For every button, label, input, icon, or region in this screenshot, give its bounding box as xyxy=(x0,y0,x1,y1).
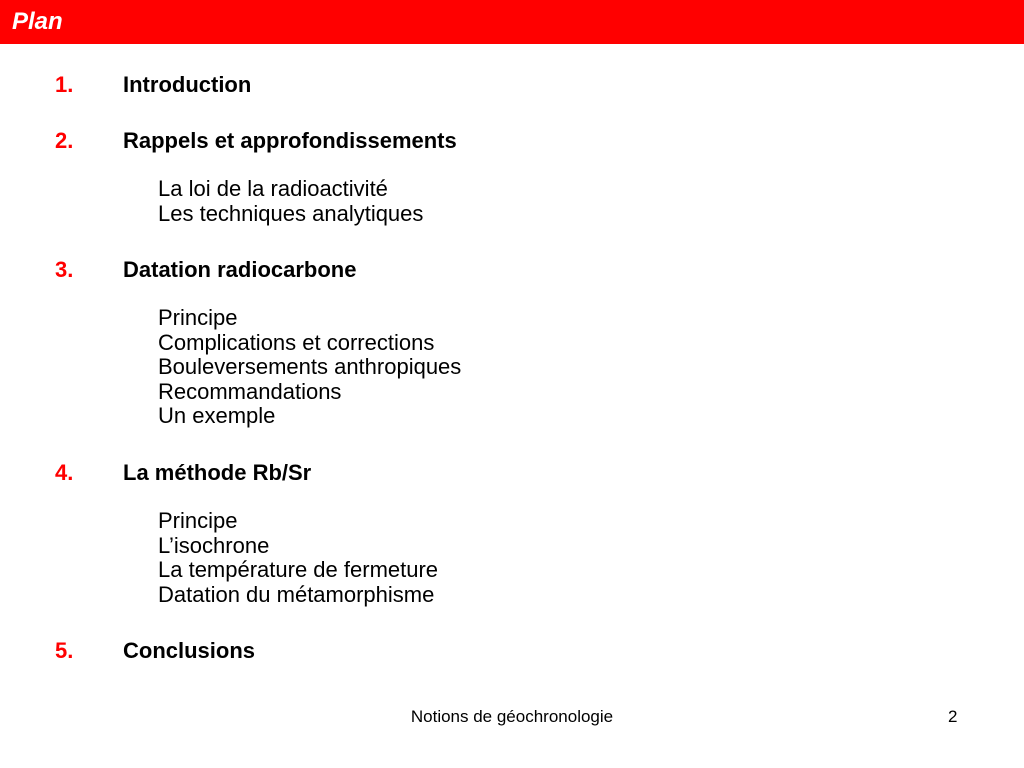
list-item: Principe xyxy=(158,305,238,330)
section-number: 3. xyxy=(55,257,74,282)
list-item: L’isochrone xyxy=(158,532,270,558)
list-item: Datation du métamorphisme xyxy=(158,581,435,607)
section-title: Introduction xyxy=(123,72,252,97)
title-bar xyxy=(0,0,1024,44)
slide-title: Plan xyxy=(12,8,63,35)
radiocarbone-subitems xyxy=(158,306,461,429)
list-item: Complications et corrections xyxy=(158,329,435,355)
list-item: La loi de la radioactivité xyxy=(158,176,388,201)
section-number: 4. xyxy=(55,460,74,485)
section-title: La méthode Rb/Sr xyxy=(123,460,312,485)
list-item: Recommandations xyxy=(158,378,342,404)
section-title: Rappels et approfondissements xyxy=(123,128,457,153)
section-title: Conclusions xyxy=(123,638,256,663)
section-number: 5. xyxy=(55,638,74,663)
list-item: Principe xyxy=(158,508,238,533)
rappels-subitems xyxy=(158,177,423,226)
rb-sr-subitems xyxy=(158,509,438,607)
list-item: Les techniques analytiques xyxy=(158,200,424,226)
section-number: 2. xyxy=(55,128,74,153)
page-number: 2 xyxy=(948,707,958,726)
section-number: 1. xyxy=(55,72,74,97)
list-item: Bouleversements anthropiques xyxy=(158,354,462,380)
section-title: Datation radiocarbone xyxy=(123,257,357,282)
footer-text: Notions de géochronologie xyxy=(410,707,614,726)
list-item: Un exemple xyxy=(158,403,276,429)
list-item: La température de fermeture xyxy=(158,557,439,583)
